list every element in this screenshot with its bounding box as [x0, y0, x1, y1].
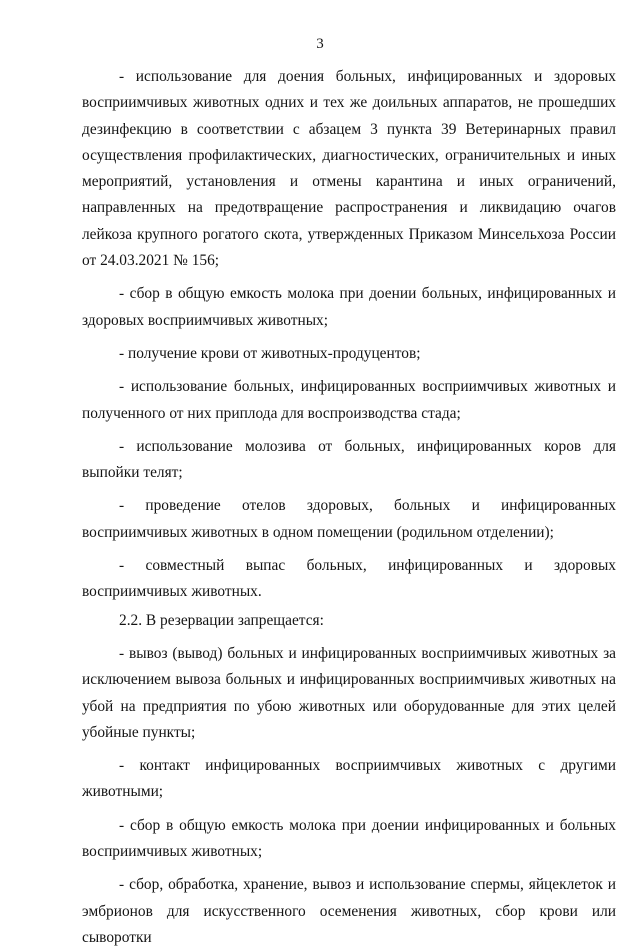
paragraph-grazing: - совместный выпас больных, инфицированных и здоровых восприимчивых животных. — [82, 557, 616, 601]
document-body — [82, 64, 616, 951]
page-number: 3 — [316, 36, 324, 52]
paragraph-milk-collection: - сбор в общую емкость молока при доении больных, инфицированных и здоровых восприимчивых животных; — [82, 285, 616, 329]
paragraph-sperm-embryos: - сбор, обработка, хранение, вывоз и использование спермы, яйцеклеток и эмбрионов для искусственного осеменения животных, сбор крови или сыворотки — [82, 876, 616, 946]
paragraph-calving: - проведение отелов здоровых, больных и инфицированных восприимчивых животных в одном помещении (родильном отделении); — [82, 497, 616, 541]
paragraph-reproduction: - использование больных, инфицированных восприимчивых животных и полученного от них приплода для воспроизводства стада; — [82, 378, 616, 422]
paragraph-milk-collection-reservation: - сбор в общую емкость молока при доении инфицированных и больных восприимчивых животных; — [82, 816, 616, 861]
paragraph-colostrum: - использование молозива от больных, инфицированных коров для выпойки телят; — [82, 437, 616, 482]
paragraph-contact: - контакт инфицированных восприимчивых животных с другими животными; — [82, 757, 616, 801]
section-heading-2-2: 2.2. В резервации запрещается: — [119, 611, 324, 629]
paragraph-blood-collection: - получение крови от животных-продуцентов; — [119, 344, 421, 362]
paragraph-milking-equipment: - использование для доения больных, инфицированных и здоровых восприимчивых животных одних и тех же доильных аппаратов, не прошедших дезинфекцию в соответствии с абзацем 3 пункта 39 Ветеринарных правил осуществления профилактических, диагностических, ограничительных и иных мероприятий, установления и отмены карантина и иных ограничений, направленных на предотвращение распространения и ликвидацию очагов лейкоза крупного рогатого скота, утвержденных Приказом Минсельхоза России от 24.03.2021 № 156; — [82, 68, 616, 270]
paragraph-export: - вывоз (вывод) больных и инфицированных восприимчивых животных за исключением вывоза больных и инфицированных восприимчивых животных на убой на предприятия по убою животных или оборудованные для этих целей убойные пункты; — [82, 644, 616, 741]
